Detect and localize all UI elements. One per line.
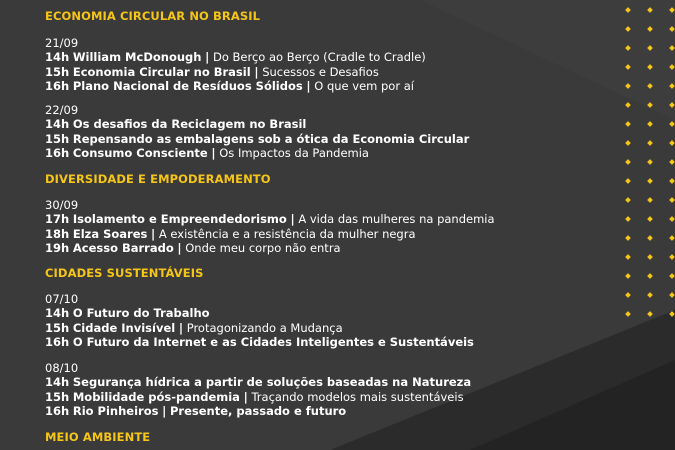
day-block bbox=[45, 292, 605, 350]
talk-item: 15h Mobilidade pós-pandemia | Traçando modelos mais sustentáveis bbox=[45, 389, 464, 404]
decorative-dot bbox=[647, 292, 653, 298]
day-date: 07/10 bbox=[45, 292, 79, 306]
talk-item: 14h O Futuro do Trabalho bbox=[45, 306, 210, 321]
talk-item: 15h Economia Circular no Brasil | Sucessos e Desafios bbox=[45, 64, 379, 79]
talk-item: 16h O Futuro da Internet e as Cidades Inteligentes e Sustentáveis bbox=[45, 335, 474, 350]
decorative-dot bbox=[647, 140, 653, 146]
talk-item: 19h Acesso Barrado | Onde meu corpo não entra bbox=[45, 241, 341, 256]
decorative-dot bbox=[625, 26, 631, 32]
decorative-dot bbox=[647, 235, 653, 241]
day-date: 08/10 bbox=[45, 361, 79, 375]
decorative-dot bbox=[647, 159, 653, 165]
decorative-dot bbox=[625, 178, 631, 184]
decorative-dot bbox=[625, 64, 631, 70]
talk-item: 14h William McDonough | Do Berço ao Berço (Cradle to Cradle) bbox=[45, 50, 426, 65]
decorative-dot bbox=[669, 254, 675, 260]
decorative-dot bbox=[647, 197, 653, 203]
decorative-dot bbox=[669, 159, 675, 165]
decorative-dot bbox=[625, 159, 631, 165]
decorative-dot bbox=[669, 26, 675, 32]
decorative-dot bbox=[669, 216, 675, 222]
day-date: 22/09 bbox=[45, 103, 79, 117]
day-date: 30/09 bbox=[45, 198, 79, 212]
decorative-dot bbox=[669, 83, 675, 89]
decorative-dot bbox=[625, 216, 631, 222]
decorative-dot bbox=[669, 45, 675, 51]
decorative-dot bbox=[625, 45, 631, 51]
talk-item: 15h Cidade Invisível | Protagonizando a Mudança bbox=[45, 320, 343, 335]
talk-item: 16h Consumo Consciente | Os Impactos da Pandemia bbox=[45, 146, 369, 161]
day-block bbox=[45, 36, 605, 94]
talk-item: 17h Isolamento e Empreendedorismo | A vida das mulheres na pandemia bbox=[45, 212, 495, 227]
decorative-dot bbox=[647, 102, 653, 108]
decorative-dot bbox=[647, 178, 653, 184]
talk-item: 15h Repensando as embalagens sob a ótica da Economia Circular bbox=[45, 131, 470, 146]
decorative-dot bbox=[647, 26, 653, 32]
decorative-dot bbox=[625, 83, 631, 89]
day-block bbox=[45, 198, 605, 256]
section-title-meio-ambiente: MEIO AMBIENTE bbox=[45, 430, 151, 444]
decorative-dot bbox=[625, 140, 631, 146]
talk-item: 14h Os desafios da Reciclagem no Brasil bbox=[45, 117, 307, 132]
decorative-dot bbox=[647, 273, 653, 279]
decorative-dot bbox=[647, 311, 653, 317]
decorative-dot bbox=[669, 235, 675, 241]
decorative-dot bbox=[669, 311, 675, 317]
section-title-economia-circular: ECONOMIA CIRCULAR NO BRASIL bbox=[45, 9, 261, 23]
decorative-dot bbox=[625, 197, 631, 203]
decorative-dot bbox=[647, 216, 653, 222]
decorative-dot bbox=[625, 292, 631, 298]
section-title-diversidade: DIVERSIDADE E EMPODERAMENTO bbox=[45, 172, 271, 186]
decorative-dot bbox=[669, 178, 675, 184]
decorative-dot bbox=[669, 64, 675, 70]
decorative-dot bbox=[669, 7, 675, 13]
day-block bbox=[45, 103, 605, 161]
decorative-dot bbox=[625, 311, 631, 317]
day-date: 21/09 bbox=[45, 36, 79, 50]
decorative-dot bbox=[669, 197, 675, 203]
decorative-dot bbox=[625, 7, 631, 13]
talk-item: 14h Segurança hídrica a partir de soluções baseadas na Natureza bbox=[45, 375, 472, 390]
decorative-dot bbox=[647, 45, 653, 51]
decorative-dot bbox=[669, 273, 675, 279]
day-block bbox=[45, 361, 605, 419]
decorative-dot bbox=[669, 102, 675, 108]
decorative-dot bbox=[625, 235, 631, 241]
decorative-dot bbox=[647, 83, 653, 89]
decorative-dot bbox=[625, 102, 631, 108]
decorative-dot bbox=[625, 254, 631, 260]
decorative-dot bbox=[669, 121, 675, 127]
decorative-dot bbox=[669, 140, 675, 146]
talk-item: 16h Rio Pinheiros | Presente, passado e futuro bbox=[45, 404, 347, 419]
decorative-dot bbox=[625, 121, 631, 127]
talk-item: 18h Elza Soares | A existência e a resistência da mulher negra bbox=[45, 226, 416, 241]
decorative-dot bbox=[669, 292, 675, 298]
decorative-dot bbox=[647, 64, 653, 70]
decorative-dot bbox=[647, 7, 653, 13]
decorative-dot bbox=[647, 121, 653, 127]
talk-item: 16h Plano Nacional de Resíduos Sólidos | O que vem por aí bbox=[45, 79, 414, 94]
decorative-dot bbox=[647, 254, 653, 260]
decorative-dot bbox=[625, 273, 631, 279]
decorative-dot-grid bbox=[622, 4, 674, 449]
section-title-cidades: CIDADES SUSTENTÁVEIS bbox=[45, 266, 204, 280]
